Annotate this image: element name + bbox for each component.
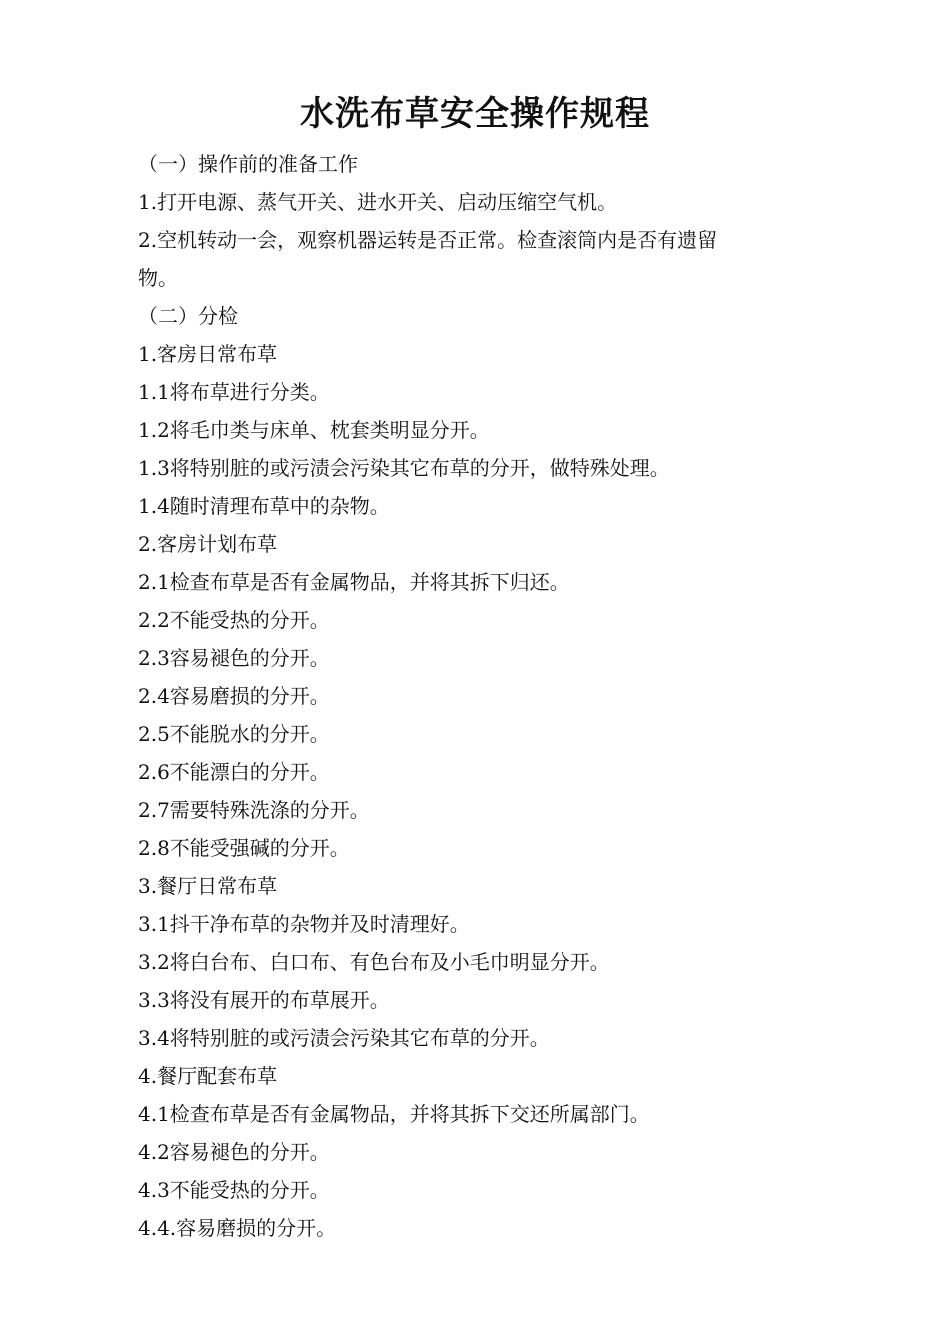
paragraph-line: 2.8不能受强碱的分开。 bbox=[138, 836, 350, 860]
paragraph-line: 2.2不能受热的分开。 bbox=[138, 608, 330, 632]
paragraph-line: 1.3将特别脏的或污渍会污染其它布草的分开，做特殊处理。 bbox=[138, 456, 670, 480]
paragraph-line: 3.1抖干净布草的杂物并及时清理好。 bbox=[138, 912, 470, 936]
subheading-line: 2.客房计划布草 bbox=[138, 532, 278, 556]
paragraph-line-continuation: 物。 bbox=[138, 266, 178, 290]
section-heading-sorting: （二）分检 bbox=[138, 304, 238, 328]
paragraph-line: 2.4容易磨损的分开。 bbox=[138, 684, 330, 708]
paragraph-line: 2.7需要特殊洗涤的分开。 bbox=[138, 798, 370, 822]
paragraph-line: 2.3容易褪色的分开。 bbox=[138, 646, 330, 670]
paragraph-line: 1.2将毛巾类与床单、枕套类明显分开。 bbox=[138, 418, 490, 442]
paragraph-line: 4.1检查布草是否有金属物品，并将其拆下交还所属部门。 bbox=[138, 1102, 650, 1126]
paragraph-line: 3.4将特别脏的或污渍会污染其它布草的分开。 bbox=[138, 1026, 550, 1050]
paragraph-line: 2.1检查布草是否有金属物品，并将其拆下归还。 bbox=[138, 570, 570, 594]
paragraph-line: 1.4随时清理布草中的杂物。 bbox=[138, 494, 390, 518]
paragraph-line: 2.5不能脱水的分开。 bbox=[138, 722, 330, 746]
paragraph-line: 2.空机转动一会，观察机器运转是否正常。检查滚筒内是否有遗留 bbox=[138, 228, 718, 252]
paragraph-line: 1.打开电源、蒸气开关、进水开关、启动压缩空气机。 bbox=[138, 190, 618, 214]
paragraph-line: 1.1将布草进行分类。 bbox=[138, 380, 330, 404]
paragraph-line: 2.6不能漂白的分开。 bbox=[138, 760, 330, 784]
paragraph-line: 3.2将白台布、白口布、有色台布及小毛巾明显分开。 bbox=[138, 950, 610, 974]
document-body bbox=[138, 145, 818, 1247]
subheading-line: 4.餐厅配套布草 bbox=[138, 1064, 278, 1088]
subheading-line: 1.客房日常布草 bbox=[138, 342, 278, 366]
paragraph-line: 4.4.容易磨损的分开。 bbox=[138, 1216, 337, 1240]
paragraph-line: 4.3不能受热的分开。 bbox=[138, 1178, 330, 1202]
subheading-line: 3.餐厅日常布草 bbox=[138, 874, 278, 898]
document-title: 水洗布草安全操作规程 bbox=[300, 94, 650, 134]
paragraph-line: 4.2容易褪色的分开。 bbox=[138, 1140, 330, 1164]
paragraph-line: 3.3将没有展开的布草展开。 bbox=[138, 988, 390, 1012]
section-heading-preparation: （一）操作前的准备工作 bbox=[138, 152, 358, 176]
